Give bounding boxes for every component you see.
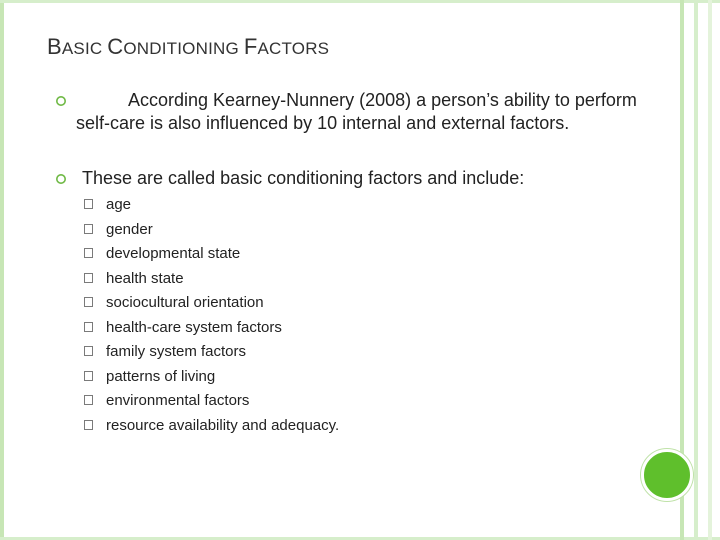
title-part: F	[243, 34, 258, 59]
factor-label: environmental factors	[106, 392, 250, 409]
circle-bullet-icon	[55, 173, 67, 185]
square-bullet-icon	[84, 346, 93, 356]
list-item	[84, 414, 604, 439]
factor-label: family system factors	[106, 343, 247, 360]
list-item	[84, 389, 604, 414]
circle-bullet-icon	[55, 95, 67, 107]
title-part: ACTORS	[257, 39, 330, 58]
title-part: ONDITIONING	[123, 39, 244, 58]
bullet-item	[55, 89, 645, 135]
square-bullet-icon	[84, 395, 93, 405]
factor-label: resource availability and adequacy.	[106, 416, 340, 434]
factor-label: developmental state	[106, 245, 241, 262]
list-item	[84, 218, 604, 243]
factor-label: sociocultural orientation	[106, 294, 264, 311]
list-item	[84, 340, 604, 365]
list-item	[84, 316, 604, 341]
list-item	[84, 193, 604, 218]
slide-title	[47, 34, 329, 60]
square-bullet-icon	[84, 273, 93, 283]
factor-label: age	[106, 196, 132, 213]
bullet-text: These are called basic conditioning factors and include:	[82, 168, 525, 188]
frame-right-stripe	[694, 0, 698, 540]
decorative-green-circle	[641, 449, 693, 501]
factor-label: health-care system factors	[106, 318, 282, 336]
square-bullet-icon	[84, 297, 93, 307]
square-bullet-icon	[84, 224, 93, 234]
square-bullet-icon	[84, 420, 93, 430]
frame-top-border	[0, 0, 720, 3]
title-part: ASIC	[61, 39, 108, 58]
list-item	[84, 365, 604, 390]
frame-left-border	[0, 0, 4, 540]
list-item	[84, 267, 604, 292]
title-part: C	[107, 34, 124, 59]
factor-label: patterns of living	[106, 367, 216, 385]
factors-list	[84, 193, 604, 438]
list-item	[84, 242, 604, 267]
frame-right-stripe	[708, 0, 712, 540]
bullet-item	[55, 167, 645, 190]
square-bullet-icon	[84, 248, 93, 258]
square-bullet-icon	[84, 322, 93, 332]
list-item	[84, 291, 604, 316]
square-bullet-icon	[84, 371, 93, 381]
title-part: B	[47, 34, 62, 59]
square-bullet-icon	[84, 199, 93, 209]
factor-label: health state	[106, 269, 184, 287]
bullet-text: According Kearney-Nunnery (2008) a person’s ability to perform self-care is also influenced by 10 internal and external factors.	[76, 90, 637, 133]
factor-label: gender	[106, 220, 153, 238]
